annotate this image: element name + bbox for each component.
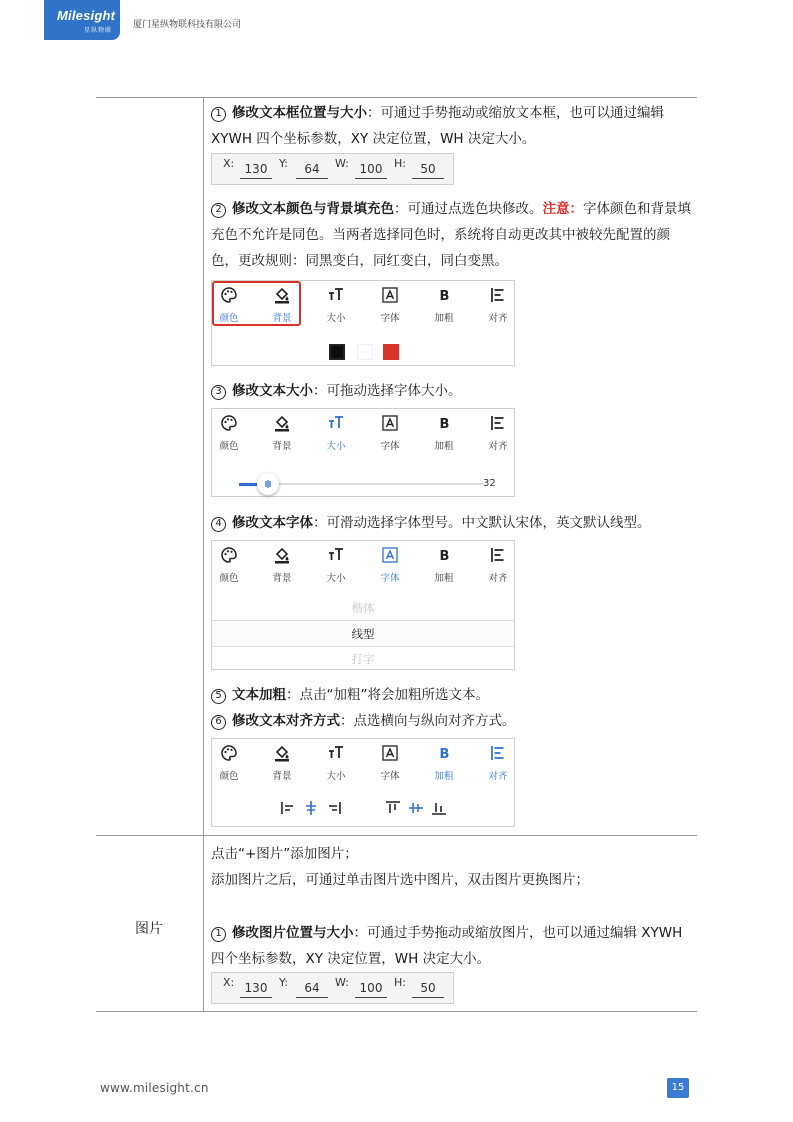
align-right-icon[interactable] xyxy=(326,800,342,816)
tool-label: 背景 xyxy=(272,441,292,452)
fill-bucket-icon xyxy=(273,546,291,564)
align-top-icon[interactable] xyxy=(385,800,401,816)
fill-bucket-icon xyxy=(273,414,291,432)
step-number: 4 xyxy=(211,517,226,532)
font-icon xyxy=(381,744,399,762)
text-step1 xyxy=(211,100,695,152)
logo-brand: Milesight xyxy=(57,8,116,23)
tool-align[interactable] xyxy=(473,414,523,452)
text-size-icon xyxy=(327,744,345,762)
tool-background[interactable] xyxy=(257,414,307,452)
step-number: 2 xyxy=(211,203,226,218)
tool-label: 对齐 xyxy=(488,573,508,584)
font-icon xyxy=(381,414,399,432)
step-title: 修改文本颜色与背景填充色 xyxy=(232,201,394,217)
font-icon xyxy=(381,546,399,564)
align-icon xyxy=(489,286,507,304)
image-xywh-editor xyxy=(211,972,454,1004)
font-icon xyxy=(381,286,399,304)
image-intro-line2: 添加图片之后，可通过单击图片选中图片，双击图片更换图片； xyxy=(211,872,589,888)
tool-label: 颜色 xyxy=(219,771,239,782)
table-top-border xyxy=(96,97,697,98)
bold-icon xyxy=(435,744,453,762)
svg-text:B: B xyxy=(439,549,450,564)
bold-icon xyxy=(435,286,453,304)
y-label: Y: xyxy=(279,976,288,989)
w-label: W: xyxy=(335,157,349,170)
x-input[interactable]: 130 xyxy=(240,161,272,179)
tool-label: 加粗 xyxy=(434,313,454,324)
tool-align[interactable] xyxy=(473,286,523,324)
step-desc: ：可滑动选择字体型号。中文默认宋体，英文默认线型。 xyxy=(313,515,651,531)
swatch-red[interactable] xyxy=(383,344,399,360)
size-slider-value: 32 xyxy=(483,478,496,489)
palette-icon xyxy=(220,546,238,564)
table-bottom-border xyxy=(96,1011,697,1012)
step-desc: ：可拖动选择字体大小。 xyxy=(313,383,462,399)
step-number: 5 xyxy=(211,689,226,704)
align-icon xyxy=(489,414,507,432)
step-title: 修改文本大小 xyxy=(232,383,313,399)
tool-bold[interactable] xyxy=(419,414,469,452)
step-number: 1 xyxy=(211,927,226,942)
tool-align[interactable] xyxy=(473,546,523,584)
tool-label: 字体 xyxy=(380,313,400,324)
tool-label: 加粗 xyxy=(434,441,454,452)
text-step4 xyxy=(211,510,695,536)
step-desc: ：点击“加粗”将会加粗所选文本。 xyxy=(286,687,489,703)
w-input[interactable]: 100 xyxy=(355,161,387,179)
step-title: 修改文本对齐方式 xyxy=(232,713,340,729)
align-bottom-icon[interactable] xyxy=(431,800,447,816)
tool-font[interactable] xyxy=(365,546,415,584)
palette-icon xyxy=(220,414,238,432)
align-center-h-icon[interactable] xyxy=(303,800,319,816)
tool-background[interactable] xyxy=(257,546,307,584)
swatch-white[interactable] xyxy=(357,344,373,360)
font-option[interactable]: 楷体 xyxy=(351,601,375,615)
bold-icon xyxy=(435,546,453,564)
text-step6 xyxy=(211,708,695,734)
w-input[interactable]: 100 xyxy=(355,980,387,998)
w-label: W: xyxy=(335,976,349,989)
logo-sub: 星纵物联 xyxy=(84,27,113,34)
tool-label: 颜色 xyxy=(219,313,239,324)
tool-label: 字体 xyxy=(380,573,400,584)
h-label: H: xyxy=(394,157,406,170)
tool-bold[interactable] xyxy=(419,286,469,324)
tool-label: 字体 xyxy=(380,771,400,782)
tool-label: 大小 xyxy=(326,573,346,584)
toolbar-panel-align xyxy=(211,738,515,827)
drag-handle-icon xyxy=(257,473,279,495)
xywh-editor xyxy=(211,153,454,185)
swatch-black[interactable] xyxy=(329,344,345,360)
text-step5 xyxy=(211,682,695,708)
step-desc-2: 字体颜色和背景填充色不允许是同色。当两者选择同色时，系统将自动更改其中被较先配置的颜色，更改规则：同黑变白，同红变白，同白变黑。 xyxy=(211,201,691,269)
h-input[interactable]: 50 xyxy=(412,980,444,998)
y-input[interactable]: 64 xyxy=(296,980,328,998)
warning-label: 注意： xyxy=(542,201,583,217)
tool-size[interactable] xyxy=(311,286,361,324)
tool-label: 背景 xyxy=(272,573,292,584)
text-step3 xyxy=(211,378,695,404)
page-number: 15 xyxy=(667,1078,689,1098)
image-step1 xyxy=(211,920,695,972)
text-size-icon xyxy=(327,414,345,432)
svg-text:B: B xyxy=(439,289,450,304)
palette-icon xyxy=(220,744,238,762)
tool-label: 大小 xyxy=(326,771,346,782)
section-label-image: 图片 xyxy=(135,921,163,937)
font-option[interactable]: 打字 xyxy=(351,652,375,666)
step-title: 修改文本字体 xyxy=(232,515,313,531)
step-title: 文本加粗 xyxy=(232,687,286,703)
x-input[interactable]: 130 xyxy=(240,980,272,998)
tool-color[interactable] xyxy=(204,414,254,452)
step-desc: ：点选横向与纵向对齐方式。 xyxy=(340,713,516,729)
svg-text:B: B xyxy=(439,417,450,432)
tool-label: 对齐 xyxy=(488,313,508,324)
tool-label: 加粗 xyxy=(434,771,454,782)
tool-color[interactable] xyxy=(204,546,254,584)
step-number: 3 xyxy=(211,385,226,400)
toolbar-panel-font xyxy=(211,540,515,670)
tool-label: 大小 xyxy=(326,313,346,324)
h-input[interactable]: 50 xyxy=(412,161,444,179)
tool-size[interactable] xyxy=(311,546,361,584)
footer-website: www.milesight.cn xyxy=(100,1081,209,1095)
x-label: X: xyxy=(223,157,235,170)
x-label: X: xyxy=(223,976,235,989)
table-row-divider xyxy=(96,835,697,836)
tool-bold[interactable] xyxy=(419,744,469,782)
tool-bold[interactable] xyxy=(419,546,469,584)
text-size-icon xyxy=(327,286,345,304)
bold-icon xyxy=(435,414,453,432)
tool-font[interactable] xyxy=(365,286,415,324)
text-step2 xyxy=(211,196,695,274)
tool-label: 背景 xyxy=(272,771,292,782)
font-option-selected[interactable]: 线型 xyxy=(212,620,514,647)
milesight-logo xyxy=(44,0,120,40)
tool-label: 颜色 xyxy=(219,573,239,584)
tool-label: 颜色 xyxy=(219,441,239,452)
tool-background[interactable] xyxy=(257,744,307,782)
tool-size[interactable] xyxy=(311,414,361,452)
tool-size[interactable] xyxy=(311,744,361,782)
fill-bucket-icon xyxy=(273,744,291,762)
step-title: 修改文本框位置与大小 xyxy=(232,105,367,121)
tool-font[interactable] xyxy=(365,414,415,452)
step-number: 1 xyxy=(211,107,226,122)
tool-font[interactable] xyxy=(365,744,415,782)
toolbar-panel-color xyxy=(211,280,515,366)
selection-highlight xyxy=(212,281,301,326)
step-desc: ：可通过点选色块修改。 xyxy=(394,201,543,217)
tool-label: 大小 xyxy=(326,441,346,452)
align-icon xyxy=(489,744,507,762)
tool-label: 背景 xyxy=(272,313,292,324)
h-label: H: xyxy=(394,976,406,989)
align-middle-v-icon[interactable] xyxy=(408,800,424,816)
toolbar-panel-size xyxy=(211,408,515,497)
tool-label: 加粗 xyxy=(434,573,454,584)
text-size-icon xyxy=(327,546,345,564)
tool-color[interactable] xyxy=(204,744,254,782)
svg-text:B: B xyxy=(439,747,450,762)
company-name: 厦门星纵物联科技有限公司 xyxy=(133,20,242,30)
size-slider-knob[interactable] xyxy=(257,473,279,495)
y-label: Y: xyxy=(279,157,288,170)
step-desc: ：可通过手势拖动或缩放文本框，也可以通过编辑 XYWH 四个坐标参数，XY 决定位置，WH 决定大小。 xyxy=(211,105,664,147)
tool-align[interactable] xyxy=(473,744,523,782)
tool-label: 对齐 xyxy=(488,441,508,452)
tool-label: 字体 xyxy=(380,441,400,452)
align-left-icon[interactable] xyxy=(280,800,296,816)
tool-label: 对齐 xyxy=(488,771,508,782)
image-intro-line1: 点击“+图片”添加图片； xyxy=(211,846,358,862)
align-icon xyxy=(489,546,507,564)
y-input[interactable]: 64 xyxy=(296,161,328,179)
step-desc: ：可通过手势拖动或缩放图片，也可以通过编辑 XYWH 四个坐标参数，XY 决定位置，WH 决定大小。 xyxy=(211,925,683,967)
step-title: 修改图片位置与大小 xyxy=(232,925,354,941)
step-number: 6 xyxy=(211,715,226,730)
